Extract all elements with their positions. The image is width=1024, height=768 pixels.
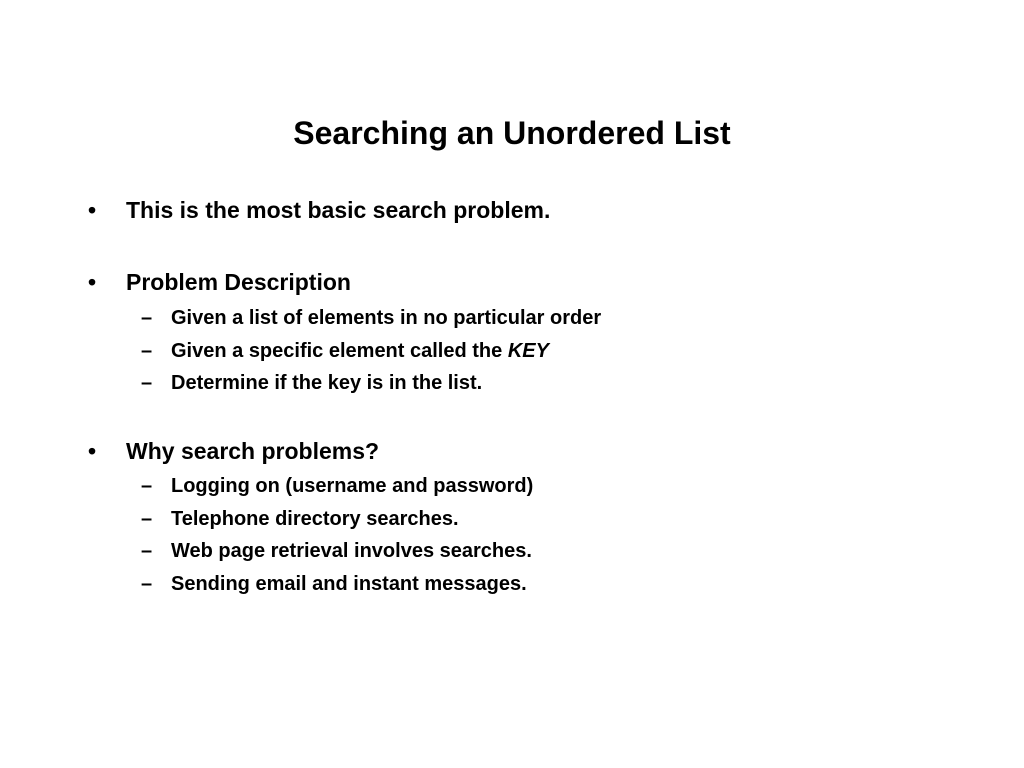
sub-bullet-text: Sending email and instant messages. <box>171 573 527 595</box>
bullet-marker: • <box>88 269 97 295</box>
bullet-marker: • <box>88 197 97 223</box>
sub-bullet-text-with-key <box>171 339 549 363</box>
sub-bullet-text: Logging on (username and password) <box>171 475 534 497</box>
sub-bullet-text: Given a list of elements in no particular order <box>171 307 602 329</box>
bullet-text: Problem Description <box>126 269 351 295</box>
sub-bullet-text: Determine if the key is in the list. <box>171 372 483 394</box>
sub-bullet-marker: – <box>141 475 153 497</box>
sub-bullet-text: Given a specific element called the <box>171 340 508 362</box>
sub-bullet-marker: – <box>141 340 153 362</box>
key-term: KEY <box>507 340 549 362</box>
bullet-text: Why search problems? <box>126 438 380 464</box>
slide-title: Searching an Unordered List <box>293 115 731 151</box>
sub-bullet-text: Web page retrieval involves searches. <box>171 540 532 562</box>
bullet-marker: • <box>88 438 97 464</box>
sub-bullet-marker: – <box>141 540 153 562</box>
sub-bullet-marker: – <box>141 508 153 530</box>
sub-bullet-marker: – <box>141 573 153 595</box>
sub-bullet-marker: – <box>141 372 153 394</box>
bullet-text: This is the most basic search problem. <box>126 197 551 223</box>
sub-bullet-marker: – <box>141 307 153 329</box>
sub-bullet-text: Telephone directory searches. <box>171 508 459 530</box>
